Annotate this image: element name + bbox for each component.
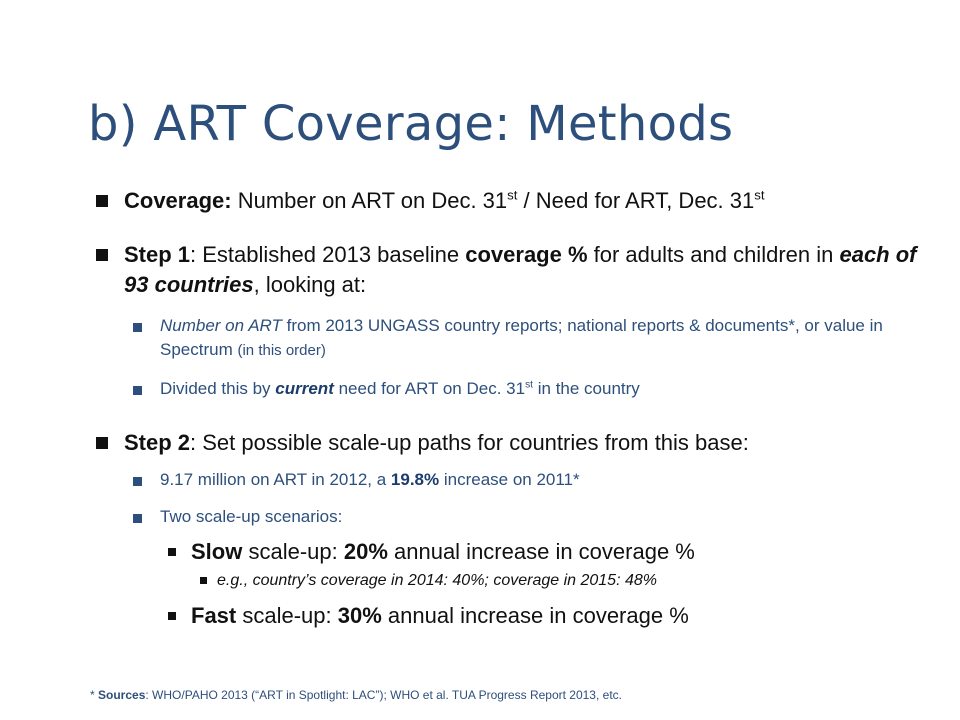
step1-text-c: , looking at: [253,272,367,297]
step1-sub2-text-c: in the country [533,379,640,398]
step1-bold-italic: each of 93 countries [124,242,917,297]
step2-sub1-text-a: 9.17 million on ART in 2012, a [160,470,391,489]
fast-bold: Fast [191,603,237,628]
coverage-text-a: Number on ART on Dec. 31 [231,188,508,213]
fast-text-a: scale-up: [236,603,338,628]
square-bullet-icon [96,437,108,449]
square-bullet-icon [133,323,142,332]
square-bullet-icon [96,249,108,261]
square-bullet-icon [133,386,142,395]
fast-percent: 30% [337,603,382,628]
step1-sub2 [160,377,900,401]
step1-sub2-bold-italic: current [275,379,334,398]
bullet-step2 [124,428,924,458]
step1-sub1-text: from 2013 UNGASS country reports; national reports & documents*, or value in Spectrum [160,316,883,359]
coverage-label: Coverage: [124,188,232,213]
scenario-fast [191,602,891,630]
step1-label: Step 1 [124,242,191,267]
step2-sub2 [160,505,900,529]
fast-text-b: annual increase in coverage % [381,603,689,628]
step2-sub1-text-b: increase on 2011* [439,470,580,489]
step1-sub2-text-a: Divided this by [160,379,276,398]
step2-sub1-bold: 19.8% [390,470,440,489]
step1-text-a: : Established 2013 baseline [190,242,466,267]
sources-footnote [90,688,622,702]
slow-text-a: scale-up: [242,539,344,564]
coverage-text-b: / Need for ART, Dec. 31 [517,188,755,213]
square-bullet-icon [96,195,108,207]
square-bullet-icon [133,514,142,523]
slow-example-text: e.g., country’s coverage in 2014: 40%; coverage in 2015: 48% [217,572,657,589]
step2-text: : Set possible scale-up paths for countries from this base: [190,430,749,455]
step2-sub2-text: Two scale-up scenarios: [160,507,343,526]
step1-bold-coverage: coverage % [465,242,588,267]
bullet-coverage [124,186,924,216]
square-bullet-icon [133,477,142,486]
slow-bold: Slow [191,539,243,564]
sources-label: Sources [98,688,146,702]
step1-sub1-italic: Number on ART [160,316,282,335]
sources-prefix: * [90,688,99,702]
slow-example [217,571,657,591]
step1-sub2-text-b: need for ART on Dec. 31 [333,379,526,398]
step2-label: Step 2 [124,430,191,455]
step1-sub2-sup: st [525,379,534,391]
square-bullet-icon [168,548,176,556]
scenario-slow [191,538,891,566]
step2-sub1 [160,468,900,492]
slow-text-b: annual increase in coverage % [387,539,695,564]
step1-sub1-small: (in this order) [237,342,326,359]
slide-title: b) ART Coverage: Methods [88,96,734,152]
coverage-sup-a: st [507,187,518,203]
step1-sub1 [160,314,900,363]
step1-text-b: for adults and children in [587,242,840,267]
sources-text: : WHO/PAHO 2013 (“ART in Spotlight: LAC”); WHO et al. TUA Progress Report 2013, etc. [145,688,622,702]
bullet-step1 [124,240,924,300]
coverage-sup-b: st [754,187,765,203]
slow-percent: 20% [343,539,388,564]
square-bullet-icon [200,577,207,584]
square-bullet-icon [168,612,176,620]
